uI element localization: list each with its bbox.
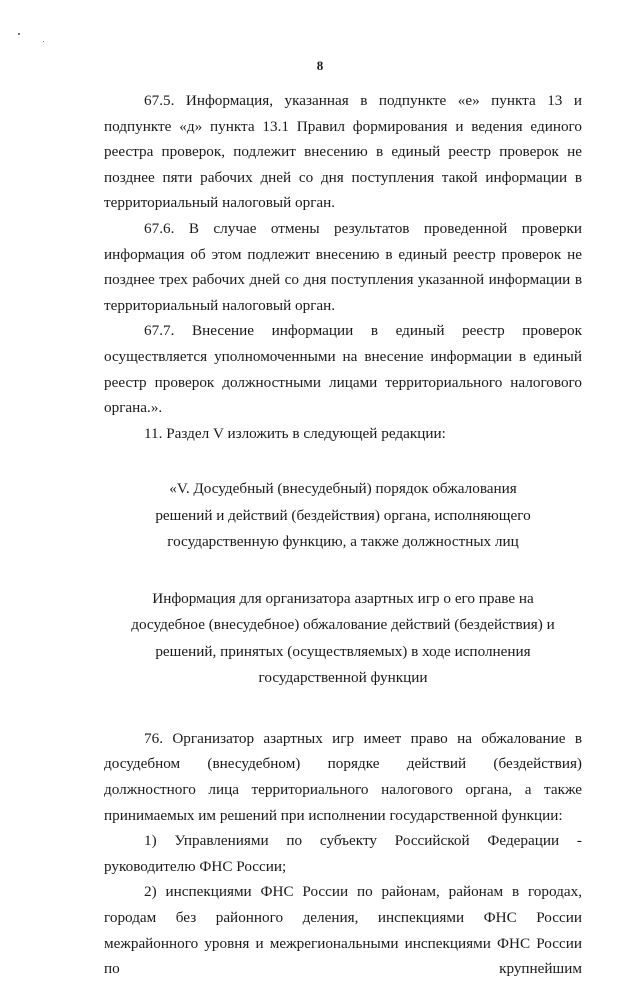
list-item-2: 2) инспекциями ФНС России по районам, районам в городах, городам без районного деления, инспекциями ФНС России межрайонного уровня и межрегиональными инспекциями ФНС России по крупнейшим [104, 883, 582, 978]
scan-speck [18, 33, 20, 35]
paragraph-67-5: 67.5. Информация, указанная в подпункте «е» пункта 13 и подпункте «д» пункта 13.1 Правил формирования и ведения единого реестра проверок, подлежит внесению в единый реестр проверок не позднее пяти рабочих дней со дня поступления такой информации в территориальный налоговый орган. [104, 92, 582, 212]
paragraph-67-7: 67.7. Внесение информации в единый реестр проверок осуществляется уполномоченными на внесение информации в единый реестр проверок должностными лицами территориального налогового органа.». [104, 322, 582, 417]
document-body [104, 88, 582, 982]
list-item-1: 1) Управлениями по субъекту Российской Федерации - руководителю ФНС России; [104, 832, 582, 875]
page-number: 8 [316, 58, 324, 73]
section-v-heading: «V. Досудебный (внесудебный) порядок обжалования решений и действий (бездействия) органа, исполняющего государственную функцию, а также должностных лиц [155, 480, 531, 551]
paragraph-amendment-11: 11. Раздел V изложить в следующей редакции: [144, 424, 446, 442]
paragraph-76: 76. Организатор азартных игр имеет право на обжалование в досудебном (внесудебном) порядке действий (бездействия) должностного лица территориального налогового органа, а также принимаемых им решений при исполнении государственной функции: [104, 729, 582, 824]
info-subheading: Информация для организатора азартных игр о его праве на досудебное (внесудебное) обжалование действий (бездействия) и решений, принятых (осуществляемых) в ходе исполнения государственной функции [131, 589, 555, 687]
scan-speck [43, 41, 44, 42]
paragraph-67-6: 67.6. В случае отмены результатов проведенной проверки информация об этом подлежит внесению в единый реестр проверок не позднее трех рабочих дней со дня поступления указанной информации в территориальный налоговый орган. [104, 219, 582, 314]
